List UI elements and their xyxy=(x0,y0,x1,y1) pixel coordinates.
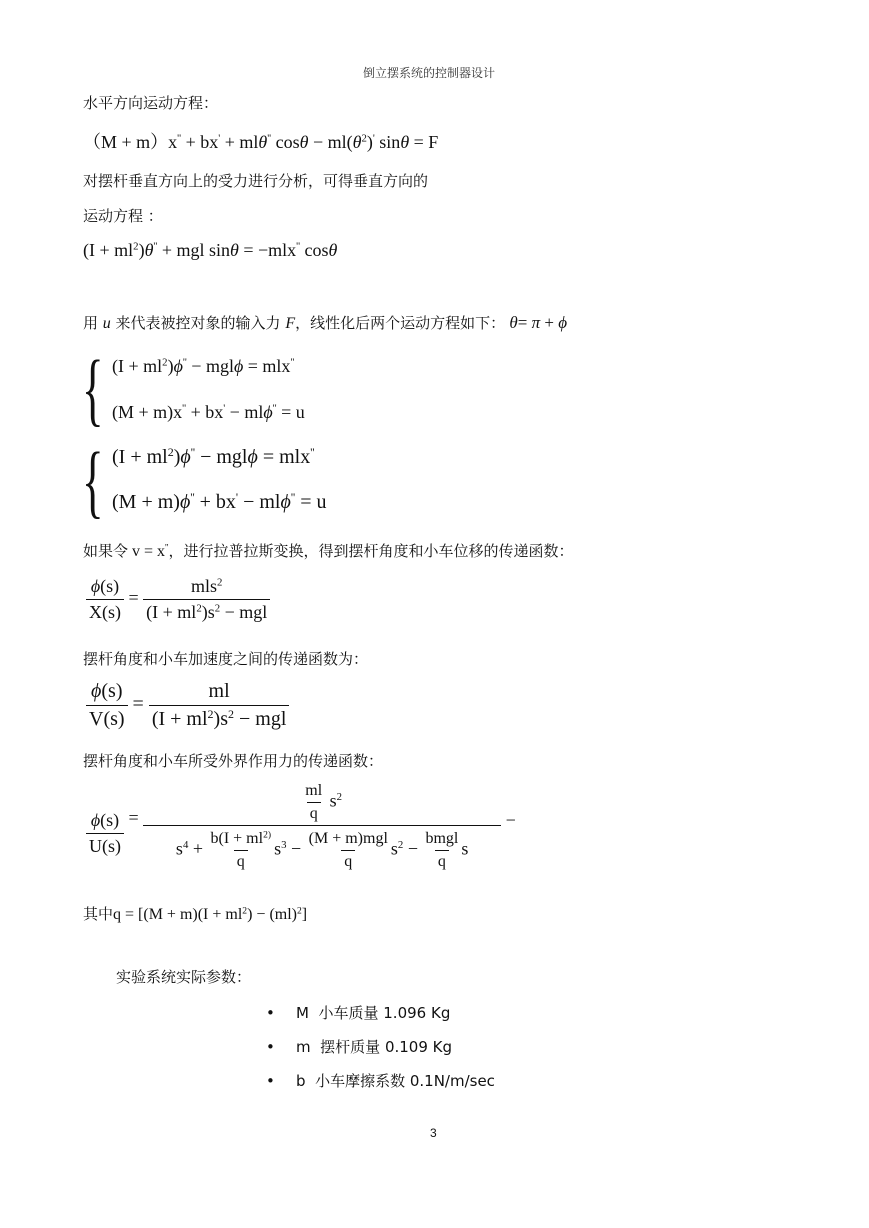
equation-tf-force: $\frac{\phi(s)}{U(s)}$ = $\frac{ml}{q}$ $s^2$ $s^4$ + $\frac{b(I + ml^{2)}}{q}$ $s^3$ − $\frac{\text{(M + m)mgl}}{q}$ $s^2$ − $\frac{\text{bmgl}}{q}$ s − xyxy=(86,782,516,871)
text-laplace-intro: 如果令 v = x''，进行拉普拉斯变换，得到摆杆角度和小车位移的传递函数： xyxy=(83,542,574,560)
brace-system-1: { xyxy=(82,343,104,434)
param-item: • m 摆杆质量 0.109 Kg xyxy=(266,1038,453,1056)
equation-system2-line1: $(I + ml^2)\phi'' - mgl\phi = mlx''$ xyxy=(112,444,315,468)
text-vertical-equation-intro: 运动方程 ： xyxy=(83,207,163,225)
page-header: 倒立摆系统的控制器设计 xyxy=(363,66,496,80)
param-item: • b 小车摩擦系数 0.1N/m/sec xyxy=(266,1072,495,1090)
text-vertical-analysis: 对摆杆垂直方向上的受力进行分析，可得垂直方向的 xyxy=(83,172,429,190)
text-linearization: 用 u 来代表被控对象的输入力 F，线性化后两个运动方程如下： θ= π + ϕ xyxy=(83,313,568,332)
equation-horizontal-motion: （M + m）x'' + bx' + mlθ'' $\cos\theta - ml(\theta^2)'$ sinθ = F xyxy=(83,132,439,152)
text-params-heading: 实验系统实际参数： xyxy=(116,968,252,986)
equation-system2-line2: (M + m)ϕ'' + bx' − mlϕ'' = u xyxy=(112,489,327,513)
equation-system1-line1: $(I + ml^2)\phi'' - mgl\phi = mlx''$ xyxy=(112,356,295,376)
text-q-definition: 其中$q = [(M + m)(I + ml^2) - (ml)^2]$ xyxy=(83,905,308,923)
text-tf-acceleration-intro: 摆杆角度和小车加速度之间的传递函数为： xyxy=(83,650,369,668)
equation-tf-acceleration: $\frac{\phi(s)}{V(s)}$ = $\frac{ml}{(I + ml^2)s^2 - mgl}$ xyxy=(86,680,289,731)
param-item: • M 小车质量 1.096 Kg xyxy=(266,1004,451,1022)
equation-vertical-motion: $(I + ml^2)\theta''$ + mgl sinθ = −mlx'' cosθ xyxy=(83,240,338,260)
brace-system-2: { xyxy=(82,435,104,526)
equation-tf-displacement: $\frac{\phi(s)}{X(s)}$ = $\frac{mls^2}{(I + ml^2)s^2 - mgl}$ xyxy=(86,576,270,623)
text-horizontal-equation-intro: 水平方向运动方程： xyxy=(83,94,219,112)
page-number: 3 xyxy=(430,1126,437,1140)
text-tf-force-intro: 摆杆角度和小车所受外界作用力的传递函数： xyxy=(83,752,384,770)
equation-system1-line2: (M + m)x'' + bx' − mlϕ'' = u xyxy=(112,402,305,422)
